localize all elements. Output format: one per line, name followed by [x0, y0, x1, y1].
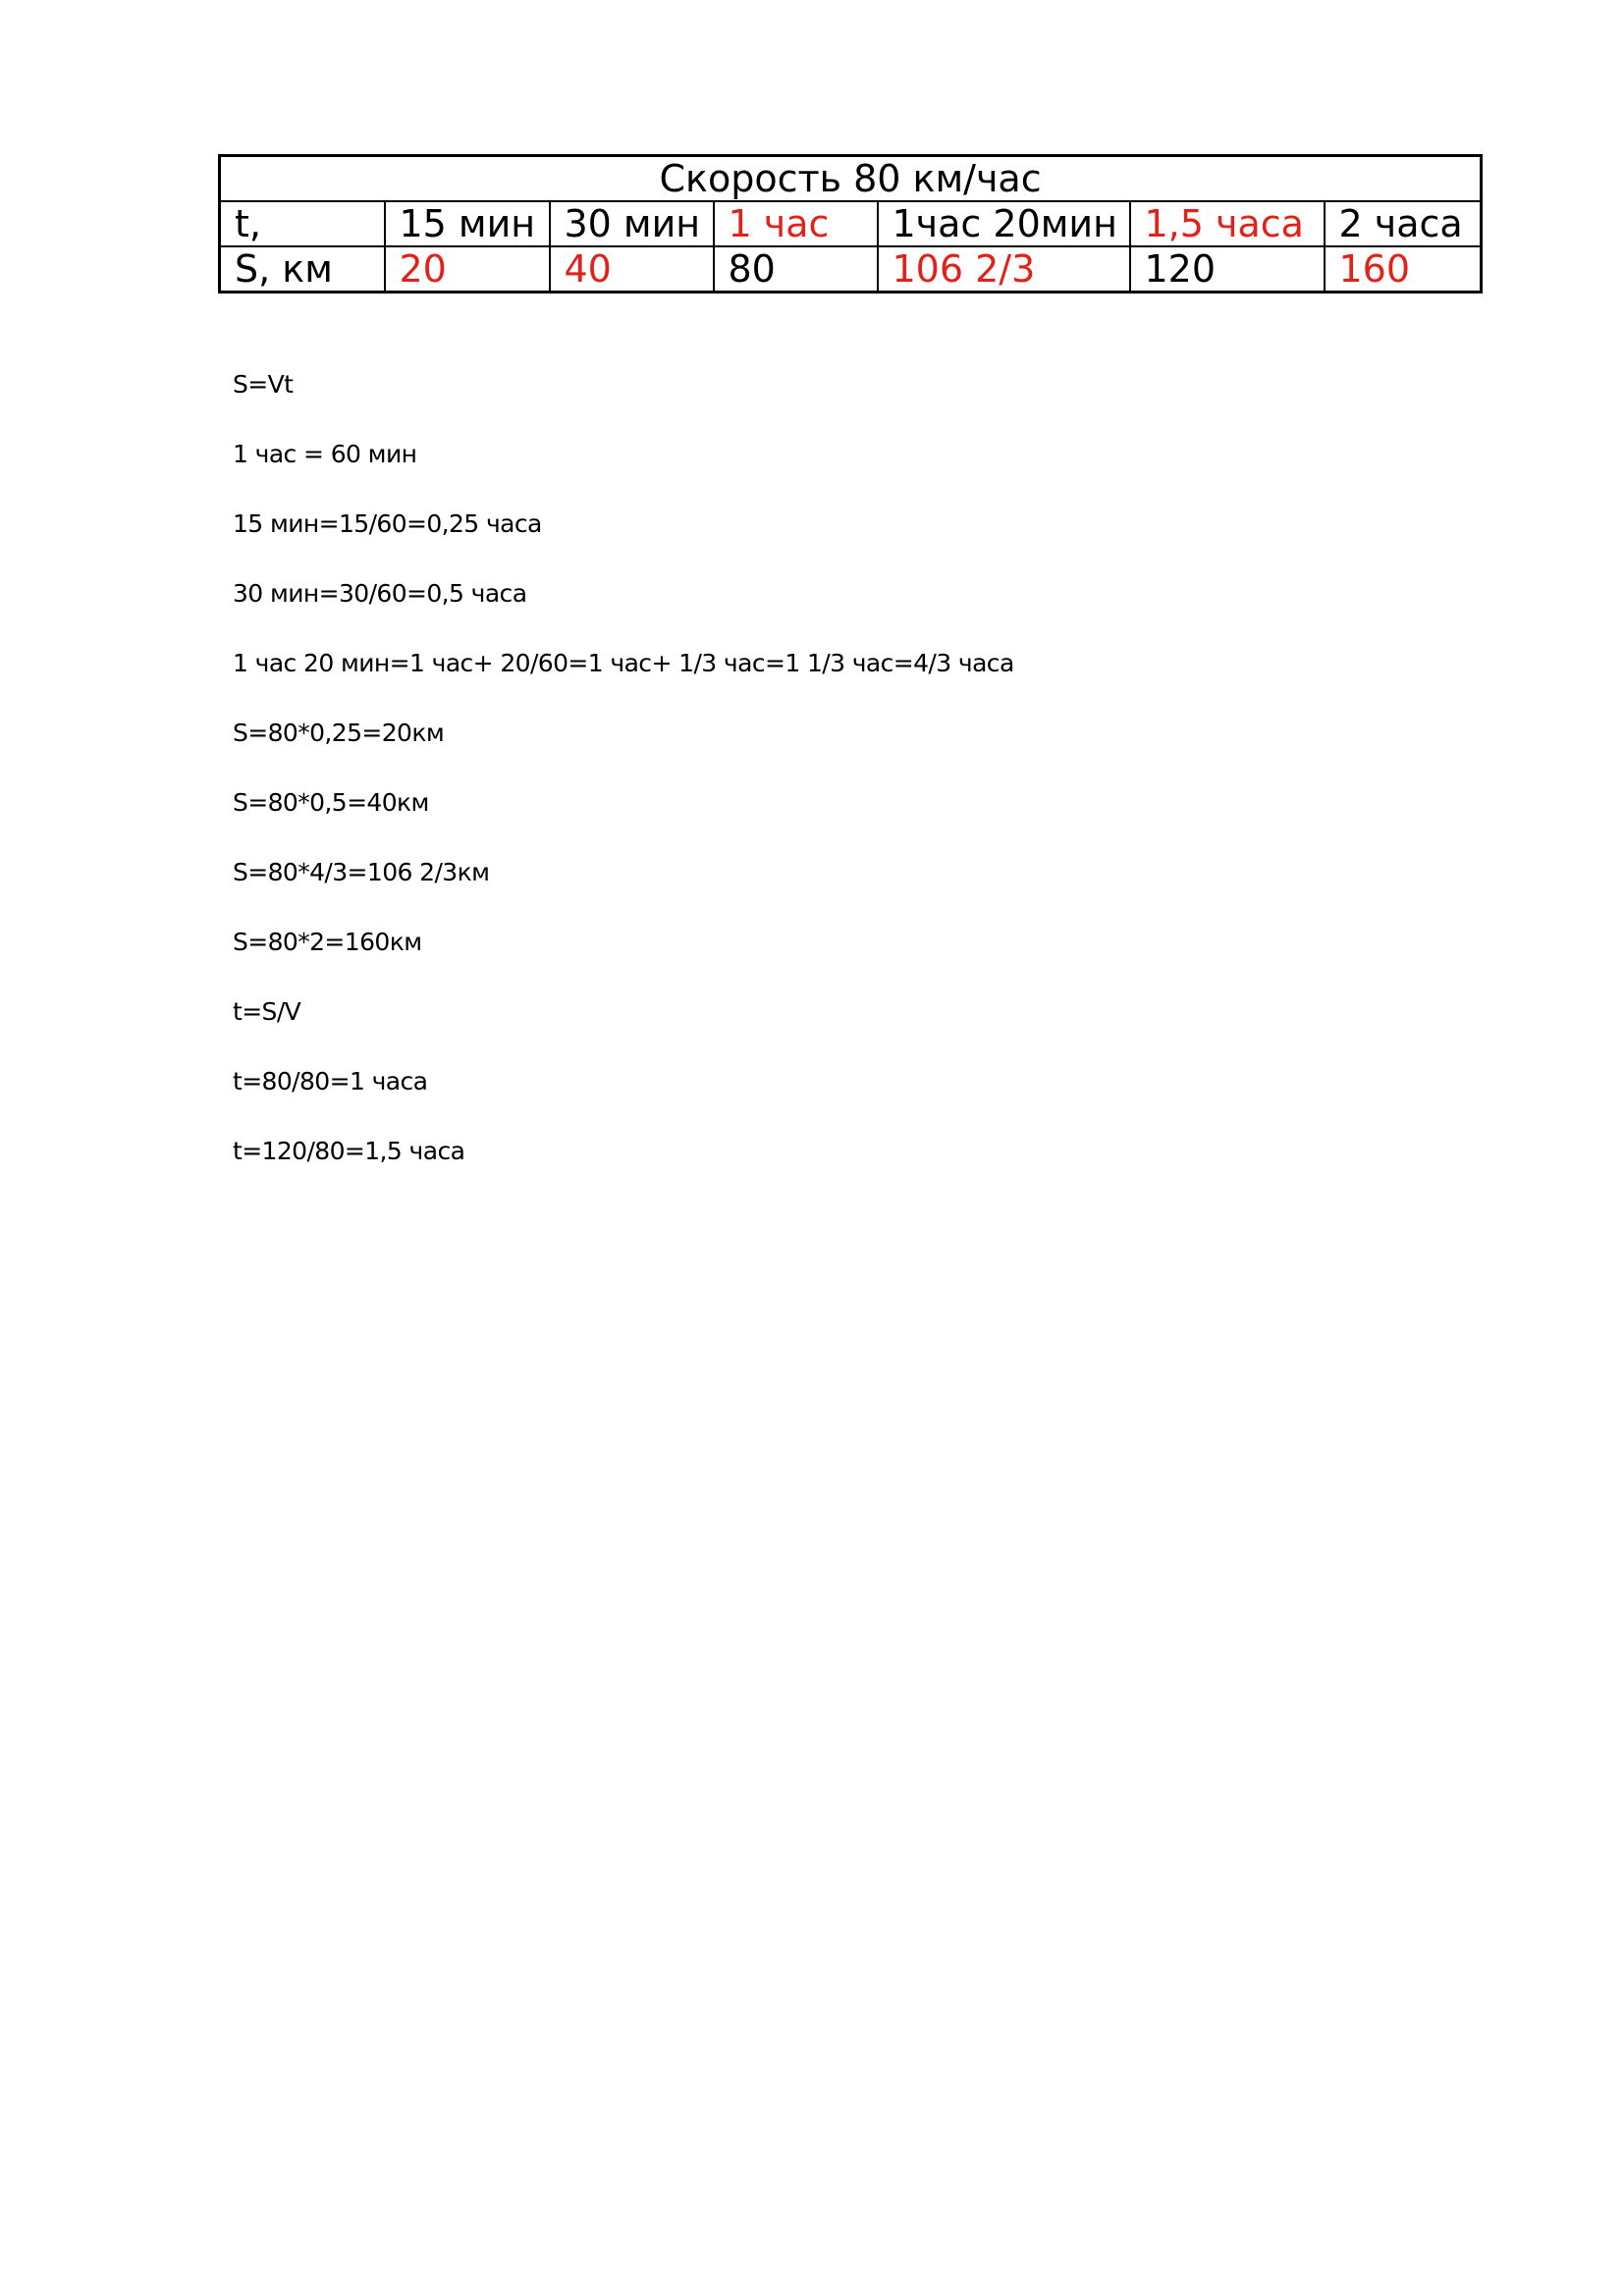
distance-label-text: S, км	[235, 247, 333, 291]
time-value: 1,5 часа	[1144, 202, 1304, 245]
time-row	[220, 201, 1482, 246]
distance-cell	[878, 246, 1130, 293]
time-cell	[878, 201, 1130, 246]
distance-cell	[385, 246, 550, 293]
time-cell	[1325, 201, 1482, 246]
time-label-text: t,	[235, 202, 261, 245]
time-value: 15 мин	[399, 202, 536, 245]
distance-value: 160	[1338, 247, 1411, 291]
note-line: 1 час = 60 мин	[233, 440, 417, 468]
table-title-row	[220, 156, 1482, 202]
time-value: 2 часа	[1338, 202, 1463, 245]
distance-value: 80	[728, 247, 776, 291]
note-line: t=S/V	[233, 997, 301, 1026]
calculation-notes	[233, 365, 1014, 1201]
time-cell	[1130, 201, 1325, 246]
distance-row	[220, 246, 1482, 293]
note-line: S=Vt	[233, 370, 294, 399]
distance-row-label	[220, 246, 385, 293]
distance-cell	[714, 246, 878, 293]
note-line: 1 час 20 мин=1 час+ 20/60=1 час+ 1/3 час=1 1/3 час=4/3 часа	[233, 649, 1014, 677]
note-line: 30 мин=30/60=0,5 часа	[233, 579, 527, 608]
speed-table	[218, 154, 1483, 294]
distance-cell	[1130, 246, 1325, 293]
note-line: t=80/80=1 часа	[233, 1067, 428, 1095]
time-value: 30 мин	[564, 202, 701, 245]
distance-value: 20	[399, 247, 447, 291]
distance-value: 120	[1144, 247, 1217, 291]
table-title: Скорость 80 км/час	[659, 157, 1042, 200]
distance-cell	[550, 246, 714, 293]
distance-value: 40	[564, 247, 612, 291]
distance-cell	[1325, 246, 1482, 293]
time-value: 1час 20мин	[892, 202, 1117, 245]
note-line: S=80*0,5=40км	[233, 788, 429, 817]
time-cell	[550, 201, 714, 246]
time-cell	[385, 201, 550, 246]
note-line: t=120/80=1,5 часа	[233, 1137, 465, 1165]
time-value: 1 час	[728, 202, 830, 245]
time-row-label	[220, 201, 385, 246]
note-line: 15 мин=15/60=0,25 часа	[233, 509, 542, 538]
distance-value: 106 2/3	[892, 247, 1036, 291]
note-line: S=80*2=160км	[233, 928, 422, 956]
note-line: S=80*0,25=20км	[233, 719, 445, 747]
time-cell	[714, 201, 878, 246]
note-line: S=80*4/3=106 2/3км	[233, 858, 490, 886]
